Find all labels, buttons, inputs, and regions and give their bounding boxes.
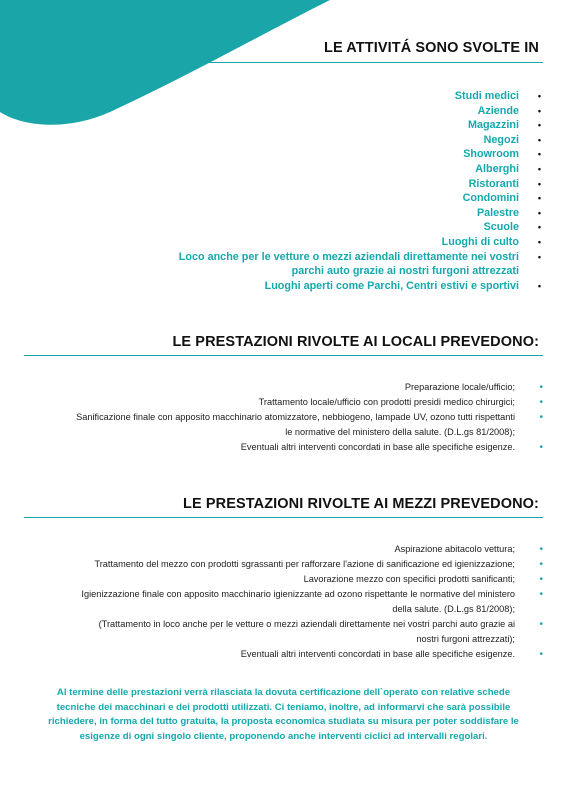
vehicle-services-list [73,542,543,662]
list-item: Luoghi di culto • [441,235,541,248]
list-item: Eventuali altri interventi concordati in base alle specifiche esigenze. • [240,649,543,660]
list-item: Trattamento locale/ufficio con prodotti presidi medico chirurgici; • [258,397,543,408]
list-item: Igienizzazione finale con apposito macchinario igienizzante ad ozono rispettante le normative del ministero della salute. (D.L.gs 81/2008); • [81,589,543,614]
section-title-vehicles: LE PRESTAZIONI RIVOLTE AI MEZZI PREVEDONO: [183,496,539,512]
section-title-premises: LE PRESTAZIONI RIVOLTE AI LOCALI PREVEDONO: [172,334,539,350]
list-item: Sanificazione finale con apposito macchinario atomizzatore, nebbiogeno, lampade UV, ozono tutti rispettanti le normative del ministero della salute. (D.L.gs 81/2008); • [76,412,543,437]
list-item: Palestre • [476,206,541,219]
activities-list [81,89,541,293]
section-divider [24,355,543,356]
list-item: Trattamento del mezzo con prodotti sgrassanti per rafforzare l'azione di sanificazione ed igienizzazione; • [94,559,543,570]
list-item: Studi medici • [454,90,541,102]
list-item: Eventuali altri interventi concordati in base alle specifiche esigenze. • [240,442,543,453]
list-item: Magazzini • [468,119,541,132]
list-item: Alberghi • [475,162,541,175]
section-divider [24,517,543,518]
list-item: Showroom • [463,148,541,161]
list-item: Loco anche per le vetture o mezzi aziendali direttamente nei vostri parchi auto grazie ai nostri furgoni attrezzati • [178,250,541,278]
section-divider [24,62,543,63]
list-item: (Trattamento in loco anche per le vetture o mezzi aziendali direttamente nei vostri parchi auto grazie ai nostri furgoni attrezzati); • [98,619,543,644]
list-item: Aspirazione abitacolo vettura; • [394,544,543,555]
premises-services-list [73,380,543,455]
section-title-activities: LE ATTIVITÁ SONO SVOLTE IN [323,40,539,56]
list-item: Scuole • [483,221,541,234]
list-item: Preparazione locale/ufficio; • [404,382,543,393]
closing-note: Al termine delle prestazioni verrà rilasciata la dovuta certificazione dell`operato con relative schede tecniche dei macchinari e dei prodotti utilizzati. Ci teniamo, inoltre, ad informarvi che sarà possibile richiedere, in forma del tutto gratuita, la proposta economica studiata su misura per poter soddisfare le esigenze di ogni singolo cliente, proponendo anche interventi ciclici ad intervalli regolari. [48,687,519,743]
list-item: Negozi • [483,133,541,146]
list-item: Ristoranti • [468,177,541,190]
list-item: Condomini • [462,192,541,205]
list-item: Aziende • [477,104,541,117]
list-item: Luoghi aperti come Parchi, Centri estivi e sportivi • [264,279,541,292]
list-item: Lavorazione mezzo con specifici prodotti sanificanti; • [303,574,543,585]
